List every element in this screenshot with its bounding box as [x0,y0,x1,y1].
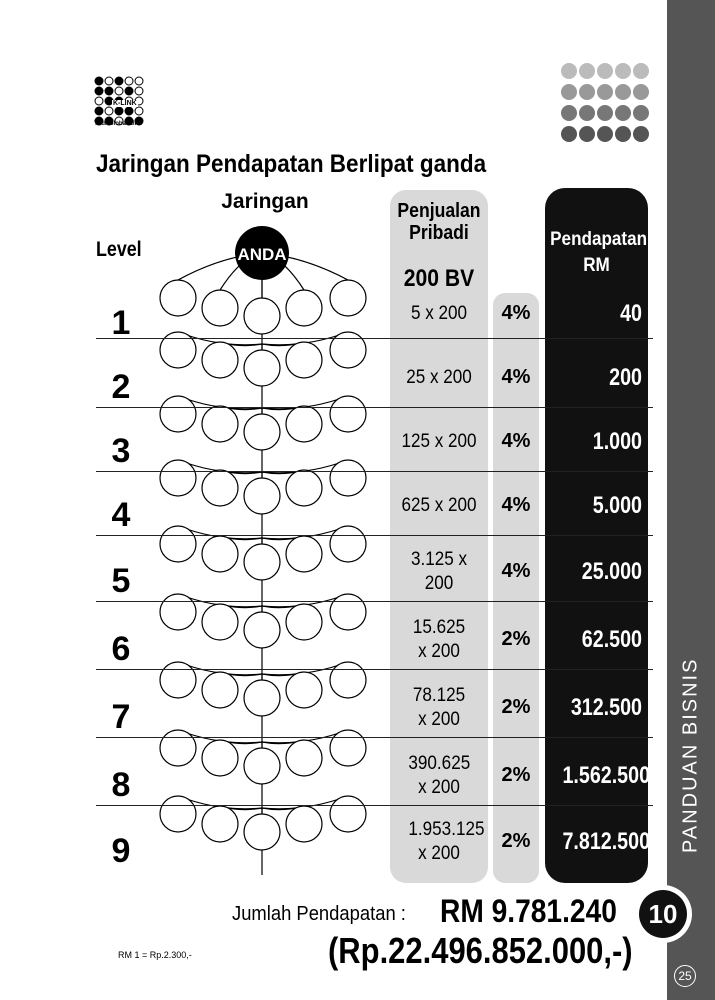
decor-dot [633,105,649,121]
page-number: 25 [674,965,696,987]
income-value: 25.000 [581,558,642,585]
decor-dot [615,63,631,79]
commission-percent: 4% [501,366,531,388]
decor-dot [633,63,649,79]
downline-node [244,612,280,648]
downline-node [160,730,196,766]
income-value: 1.562.500 [562,762,651,789]
dot-grid-decoration [560,62,650,146]
row-divider [96,535,653,536]
decor-dot [579,84,595,100]
downline-node [330,280,366,316]
downline-node [330,526,366,562]
row-divider [96,805,653,806]
decor-dot [615,126,631,142]
downline-node [244,298,280,334]
downline-node [202,740,238,776]
downline-node [160,526,196,562]
decor-dot [579,105,595,121]
decor-dot [579,63,595,79]
downline-node [244,680,280,716]
sales-bv: 200 BV [403,265,475,292]
commission-percent: 2% [501,696,531,718]
network-label: Jaringan [221,190,309,213]
downline-node [244,748,280,784]
decor-dot [633,84,649,100]
decor-dot [561,105,577,121]
downline-node [286,406,322,442]
income-value: 62.500 [581,626,642,653]
income-value: 200 [609,364,642,391]
income-header: Pendapatan RM [550,229,648,276]
commission-percent: 4% [501,430,531,452]
sales-value: 25 x 200 [406,367,472,388]
downline-node [286,672,322,708]
downline-node [286,342,322,378]
sales-value: 125 x 200 [401,431,477,452]
downline-node [330,460,366,496]
level-number: 9 [111,832,131,870]
downline-node [202,672,238,708]
downline-node [244,544,280,580]
decor-dot [579,126,595,142]
downline-node [160,662,196,698]
sales-value: 5 x 200 [410,303,468,324]
decor-dot [597,105,613,121]
decor-dot [561,63,577,79]
decor-dot [597,126,613,142]
side-bar [667,0,715,1000]
chapter-badge [634,885,692,943]
row-divider [96,601,653,602]
downline-node [330,662,366,698]
downline-node [160,796,196,832]
commission-percent: 2% [501,764,531,786]
row-divider [96,338,653,339]
level-header: Level [96,238,142,261]
decor-dot [633,126,649,142]
downline-node [286,604,322,640]
decor-dot [615,84,631,100]
downline-node [202,406,238,442]
downline-node [286,740,322,776]
downline-node [330,396,366,432]
sales-value: 78.125 x 200 [412,685,466,730]
section-label: PANDUAN BISNIS [679,657,702,853]
downline-node [330,796,366,832]
downline-node [160,594,196,630]
downline-node [202,604,238,640]
row-divider [96,737,653,738]
downline-node [244,814,280,850]
sales-header: Penjualan Pribadi [397,200,481,244]
sales-value: 1.953.125 x 200 [408,819,485,864]
downline-node [160,460,196,496]
downline-node [244,350,280,386]
downline-node [286,470,322,506]
level-number: 2 [111,368,131,406]
commission-percent: 4% [501,494,531,516]
sales-value: 390.625 x 200 [408,753,471,798]
downline-node [286,536,322,572]
downline-node [330,594,366,630]
income-value: 1.000 [592,428,642,455]
level-number: 8 [111,766,131,804]
commission-percent: 2% [501,830,531,852]
sales-value: 3.125 x 200 [410,549,468,594]
sales-value: 625 x 200 [401,495,477,516]
logo-tagline: Your Global Link [94,121,142,127]
total-rp: (Rp.22.496.852.000,-) [328,930,633,971]
network-tree-diagram [140,225,390,885]
downline-node [202,806,238,842]
downline-node [330,730,366,766]
downline-node [202,536,238,572]
level-number: 4 [111,496,131,534]
downline-node [202,342,238,378]
row-divider [96,471,653,472]
chapter-number: 10 [639,890,687,938]
level-number: 7 [111,698,131,736]
you-label: ANDA [237,245,287,264]
page-title: Jaringan Pendapatan Berlipat ganda [96,150,487,178]
row-divider [96,669,653,670]
exchange-rate-note: RM 1 = Rp.2.300,- [118,950,192,960]
commission-percent: 4% [501,302,531,324]
downline-node [160,396,196,432]
level-number: 5 [111,562,131,600]
income-value: 40 [620,300,642,327]
level-number: 6 [111,630,131,668]
downline-node [202,470,238,506]
level-number: 1 [111,304,131,342]
commission-percent: 4% [501,560,531,582]
downline-node [160,280,196,316]
logo-brand: K-LINK [113,100,137,107]
downline-node [244,414,280,450]
income-value: 7.812.500 [562,828,651,855]
downline-node [202,290,238,326]
sales-value: 15.625 x 200 [412,617,466,662]
total-rm: RM 9.781.240 [440,893,617,929]
commission-percent: 2% [501,628,531,650]
level-number: 3 [111,432,131,470]
decor-dot [597,84,613,100]
income-value: 312.500 [570,694,642,721]
decor-dot [561,126,577,142]
row-divider [96,407,653,408]
income-value: 5.000 [592,492,642,519]
decor-dot [615,105,631,121]
downline-node [286,290,322,326]
downline-node [286,806,322,842]
total-label: Jumlah Pendapatan : [232,903,406,925]
decor-dot [561,84,577,100]
decor-dot [597,63,613,79]
downline-node [244,478,280,514]
